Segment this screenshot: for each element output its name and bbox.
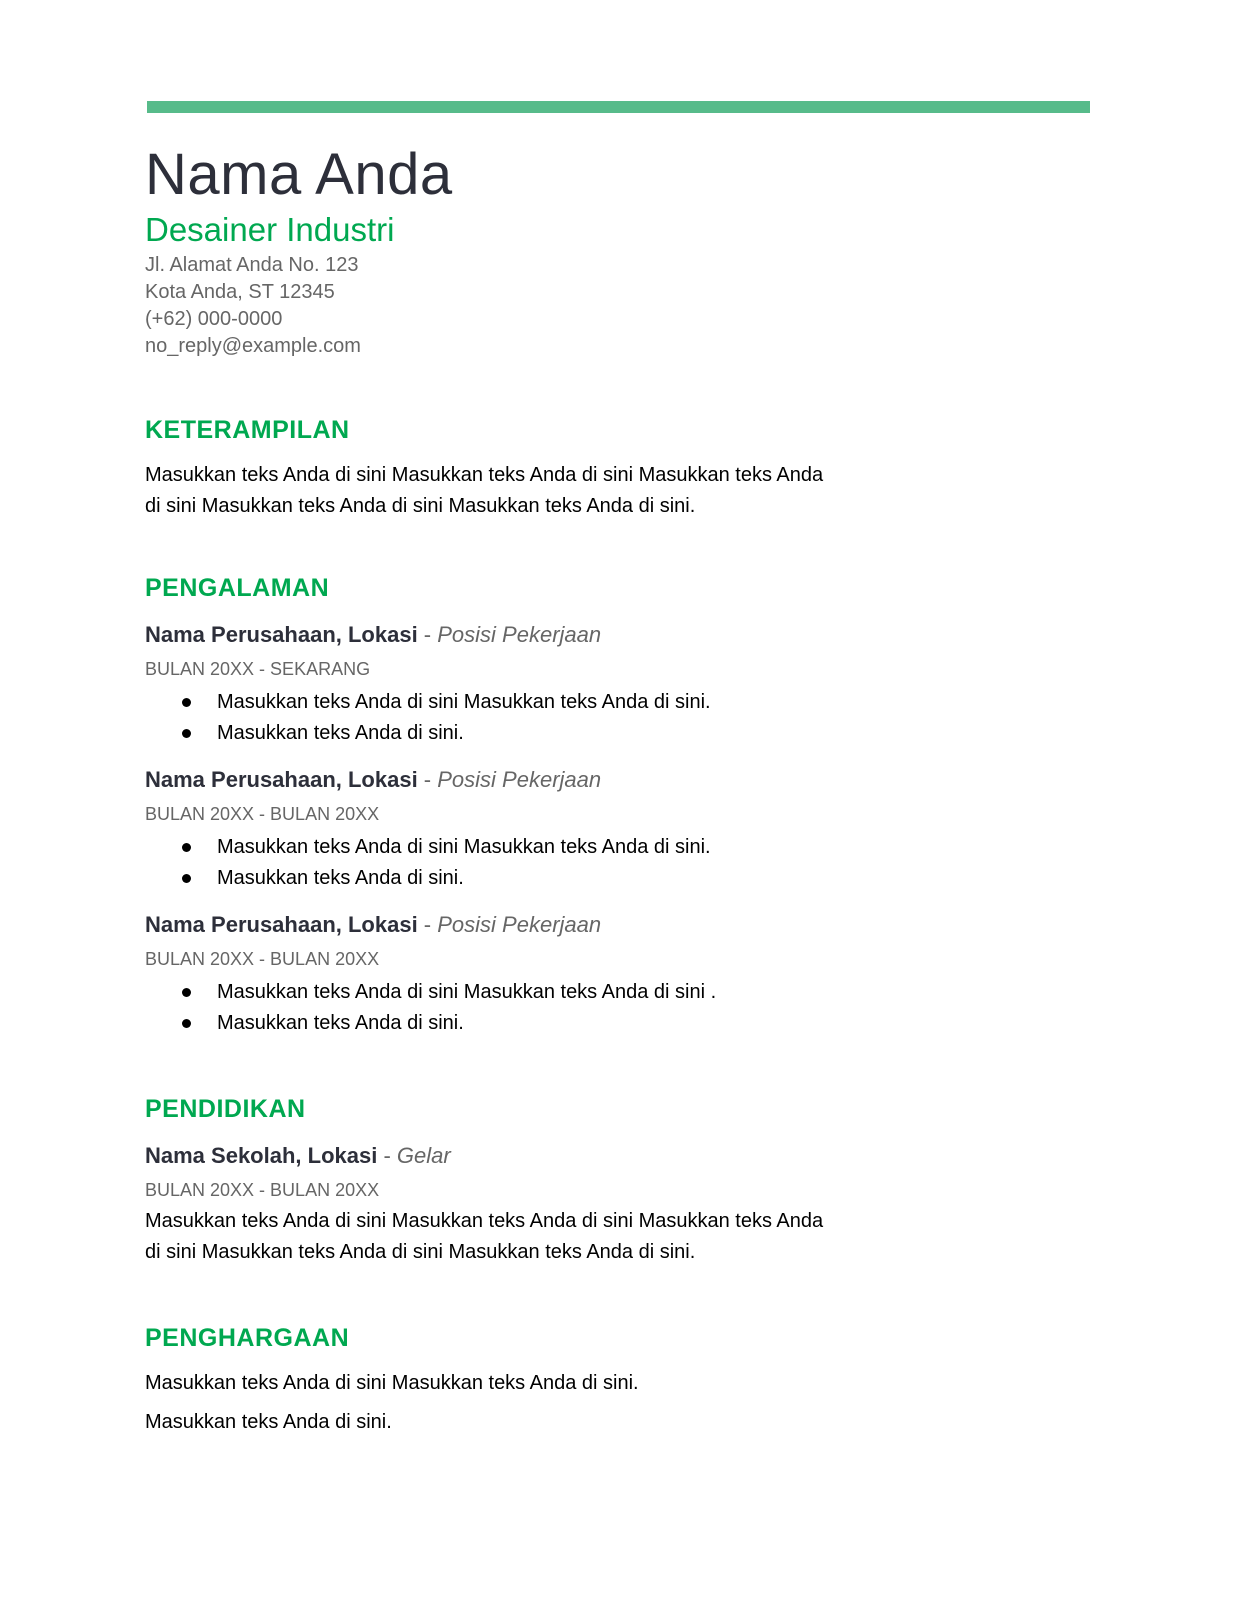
bullet-icon [182, 874, 191, 883]
job-separator: - [417, 622, 438, 647]
skills-text [145, 460, 1045, 522]
skills-line: Masukkan teks Anda di sini Masukkan teks Anda di sini Masukkan teks Anda [145, 464, 824, 486]
address-line-1: Jl. Alamat Anda No. 123 [145, 254, 359, 276]
job-position: Posisi Pekerjaan [437, 767, 602, 792]
skills-heading: KETERAMPILAN [145, 416, 350, 444]
bullet-icon [182, 1019, 191, 1028]
job-dates: BULAN 20XX - BULAN 20XX [145, 949, 380, 969]
job-dates: BULAN 20XX - SEKARANG [145, 659, 371, 679]
job-header [145, 621, 1045, 649]
bullet-text: Masukkan teks Anda di sini Masukkan teks Anda di sini. [217, 836, 711, 858]
awards-heading: PENGHARGAAN [145, 1324, 350, 1352]
list-item [145, 1008, 1045, 1039]
experience-heading: PENGALAMAN [145, 574, 330, 602]
accent-bar [147, 101, 1090, 113]
bullet-icon [182, 843, 191, 852]
list-item [145, 863, 1045, 894]
school-location: Nama Sekolah, Lokasi [145, 1143, 378, 1168]
bullet-icon [182, 698, 191, 707]
bullet-text: Masukkan teks Anda di sini Masukkan teks Anda di sini . [217, 981, 717, 1003]
degree: Gelar [396, 1143, 451, 1168]
job-entry [145, 911, 1045, 1039]
job-separator: - [417, 912, 438, 937]
job-separator: - [417, 767, 438, 792]
award-line: Masukkan teks Anda di sini Masukkan teks Anda di sini. [145, 1372, 639, 1394]
skills-line: di sini Masukkan teks Anda di sini Masukkan teks Anda di sini. [145, 495, 696, 517]
bullet-text: Masukkan teks Anda di sini. [217, 867, 464, 889]
education-dates: BULAN 20XX - BULAN 20XX [145, 1180, 380, 1200]
phone-number: (+62) 000-0000 [145, 308, 283, 330]
education-line: Masukkan teks Anda di sini Masukkan teks Anda di sini Masukkan teks Anda [145, 1210, 824, 1232]
company-location: Nama Perusahaan, Lokasi [145, 767, 418, 792]
award-line: Masukkan teks Anda di sini. [145, 1411, 392, 1433]
company-location: Nama Perusahaan, Lokasi [145, 622, 418, 647]
job-position: Posisi Pekerjaan [437, 622, 602, 647]
job-bullets [145, 977, 1045, 1039]
bullet-icon [182, 729, 191, 738]
job-bullets [145, 832, 1045, 894]
bullet-text: Masukkan teks Anda di sini Masukkan teks Anda di sini. [217, 691, 711, 713]
education-text [145, 1206, 1045, 1268]
education-entry [145, 1142, 1045, 1268]
education-separator: - [377, 1143, 397, 1168]
bullet-text: Masukkan teks Anda di sini. [217, 1012, 464, 1034]
awards-text [145, 1368, 1045, 1438]
contact-block [145, 252, 1045, 360]
list-item [145, 977, 1045, 1008]
education-header [145, 1142, 1045, 1170]
job-header [145, 766, 1045, 794]
bullet-text: Masukkan teks Anda di sini. [217, 722, 464, 744]
list-item [145, 687, 1045, 718]
list-item [145, 718, 1045, 749]
resume-name: Nama Anda [145, 142, 453, 207]
job-entry [145, 766, 1045, 894]
list-item [145, 832, 1045, 863]
job-position: Posisi Pekerjaan [437, 912, 602, 937]
email-address[interactable]: no_reply@example.com [145, 335, 361, 357]
education-heading: PENDIDIKAN [145, 1095, 306, 1123]
job-entry [145, 621, 1045, 749]
resume-content [145, 140, 1045, 1438]
job-bullets [145, 687, 1045, 749]
bullet-icon [182, 988, 191, 997]
address-line-2: Kota Anda, ST 12345 [145, 281, 335, 303]
company-location: Nama Perusahaan, Lokasi [145, 912, 418, 937]
job-header [145, 911, 1045, 939]
education-line: di sini Masukkan teks Anda di sini Masukkan teks Anda di sini. [145, 1241, 696, 1263]
resume-title: Desainer Industri [145, 211, 395, 248]
job-dates: BULAN 20XX - BULAN 20XX [145, 804, 380, 824]
